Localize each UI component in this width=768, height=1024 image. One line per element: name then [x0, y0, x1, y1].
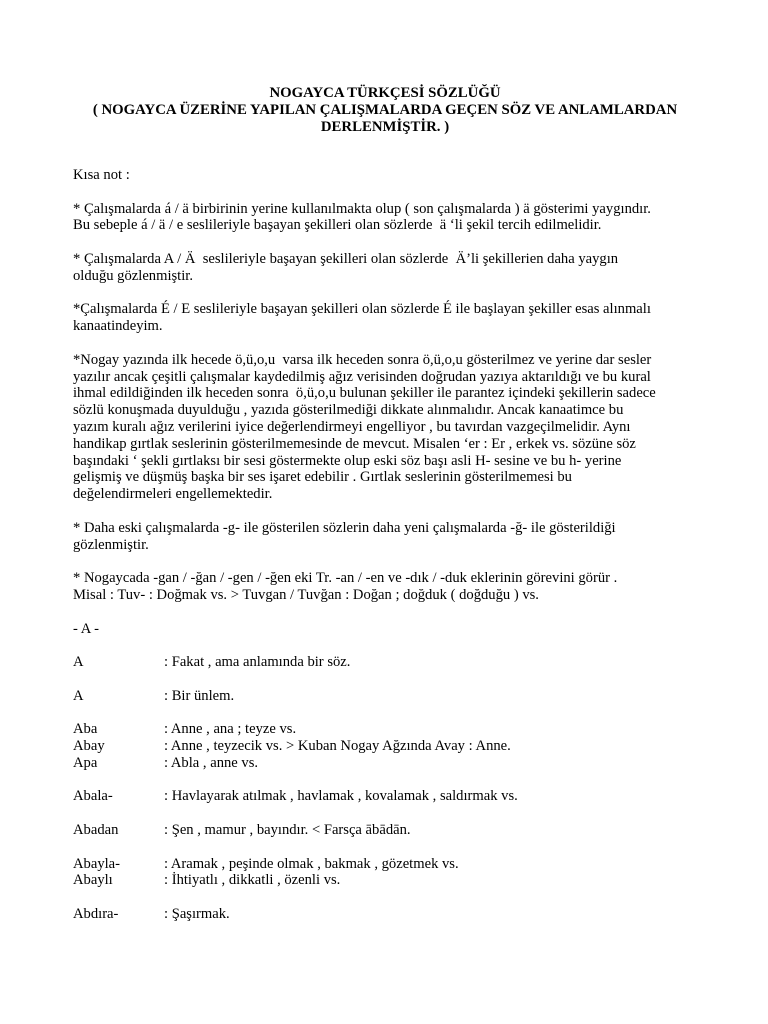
entry-term: Abala-: [73, 788, 113, 805]
note-1: [73, 201, 713, 235]
dictionary-entry: [73, 738, 713, 755]
note-line: gelişmiş ve düşmüş başka bir ses işaret edebilir . Gırtlak seslerinin gösterilmemesi bu: [73, 469, 572, 486]
entry-term: Aba: [73, 721, 98, 738]
dictionary-entry: [73, 856, 713, 873]
dictionary-entry: [73, 688, 713, 705]
section-letter: - A -: [73, 620, 99, 637]
note-4: [73, 352, 713, 503]
note-line: Misal : Tuv- : Doğmak vs. > Tuvgan / Tuvğan : Doğan ; doğduk ( doğduğu ) vs.: [73, 586, 539, 603]
note-line: *Çalışmalarda É / E seslileriyle başayan şekilleri olan sözlerde É ile başlayan şekiller esas alınmalı: [73, 301, 651, 318]
dictionary-entry: [73, 906, 713, 923]
entry-definition: : Havlayarak atılmak , havlamak , kovalamak , saldırmak vs.: [164, 788, 518, 805]
note-6: [73, 570, 713, 604]
note-line: * Çalışmalarda A / Ä seslileriyle başayan şekilleri olan sözlerde Ä’li şekillerien daha yaygın: [73, 250, 619, 267]
note-5: [73, 520, 713, 554]
entry-definition: : Fakat , ama anlamında bir söz.: [164, 654, 351, 671]
note-line: ihmal edildiğinden ilk heceden sonra ö,ü,o,u bulunan şekiller ile parantez içindeki şekillerin sadece: [73, 385, 656, 402]
entry-definition: : Aramak , peşinde olmak , bakmak , gözetmek vs.: [164, 855, 459, 872]
entry-definition: : İhtiyatlı , dikkatli , özenli vs.: [164, 872, 341, 889]
note-line: sözlü konuşmada duyulduğu , yazıda gösterilmediği dikkate alınmalıdır. Ancak kanaatimce bu: [73, 402, 624, 419]
dictionary-entry: [73, 755, 713, 772]
dictionary-entry: [73, 872, 713, 889]
entry-definition: : Anne , teyzecik vs. > Kuban Nogay Ağzında Avay : Anne.: [164, 738, 511, 755]
note-line: *Nogay yazında ilk hecede ö,ü,o,u varsa ilk heceden sonra ö,ü,o,u gösterilmez ve yerine dar sesler: [73, 351, 652, 368]
entry-definition: : Anne , ana ; teyze vs.: [164, 721, 297, 738]
entry-term: Abayla-: [73, 855, 121, 872]
dictionary-entry: [73, 721, 713, 738]
entry-term: A: [73, 687, 84, 704]
entry-definition: : Abla , anne vs.: [164, 754, 259, 771]
document-body: [73, 167, 713, 923]
title-line-3: DERLENMİŞTİR. ): [320, 118, 450, 135]
note-line: * Çalışmalarda á / ä birbirinin yerine kullanılmakta olup ( son çalışmalarda ) ä gösterimi yaygındır.: [73, 200, 651, 217]
entry-definition: : Bir ünlem.: [164, 687, 235, 704]
title-line-2: ( NOGAYCA ÜZERİNE YAPILAN ÇALIŞMALARDA GEÇEN SÖZ VE ANLAMLARDAN: [92, 101, 678, 118]
note-heading: Kısa not :: [73, 167, 130, 183]
note-3: [73, 301, 713, 335]
title-line-1: NOGAYCA TÜRKÇESİ SÖZLÜĞÜ: [269, 85, 501, 101]
entry-term: Abaylı: [73, 872, 113, 889]
entry-term: Abay: [73, 738, 105, 755]
note-line: * Daha eski çalışmalarda -g- ile gösterilen sözlerin daha yeni çalışmalarda -ğ- ile gösterildiği: [73, 519, 616, 536]
entry-term: Abdıra-: [73, 906, 119, 923]
dictionary-entry: [73, 822, 713, 839]
note-line: yazılır ancak çeşitli çalışmalar kaydedilmiş ağız verisinden doğrudan yazıya aktarıldığı ve bu kural: [73, 368, 651, 385]
dictionary-entry: [73, 788, 713, 805]
entry-term: Abadan: [73, 822, 119, 839]
dictionary-entry: [73, 654, 713, 671]
note-line: olduğu gözlenmiştir.: [73, 267, 193, 284]
entry-term: A: [73, 654, 84, 671]
document-title: [60, 85, 710, 135]
note-line: gözlenmiştir.: [73, 536, 149, 553]
entry-definition: : Şaşırmak.: [164, 906, 230, 923]
entry-term: Apa: [73, 754, 98, 771]
note-line: yazım kuralı ağız verilerini iyice değerlendirmeyi engelliyor , bu tavırdan vazgeçilmelidir. Aynı: [73, 418, 631, 435]
note-line: kanaatindeyim.: [73, 318, 163, 335]
note-line: değelendirmeleri engellemektedir.: [73, 486, 273, 503]
note-line: başındaki ‘ şekli gırtlaksı bir sesi göstermekte olup eski söz başı asli H- sesine ve bu h- yerine: [73, 452, 622, 469]
note-line: handikap gırtlak seslerinin gösterilmemesinde de mevcut. Misalen ‘er : Er , erkek vs. sözüne söz: [73, 435, 636, 452]
note-line: Bu sebeple á / ä / e seslileriyle başayan şekilleri olan sözlerde ä ‘li şekil tercih edilmelidir.: [73, 217, 602, 234]
note-2: [73, 251, 713, 285]
note-line: * Nogaycada -gan / -ğan / -gen / -ğen eki Tr. -an / -en ve -dık / -duk eklerinin görevini görür .: [73, 570, 618, 587]
entry-definition: : Şen , mamur , bayındır. < Farsça ābādān.: [164, 822, 411, 839]
